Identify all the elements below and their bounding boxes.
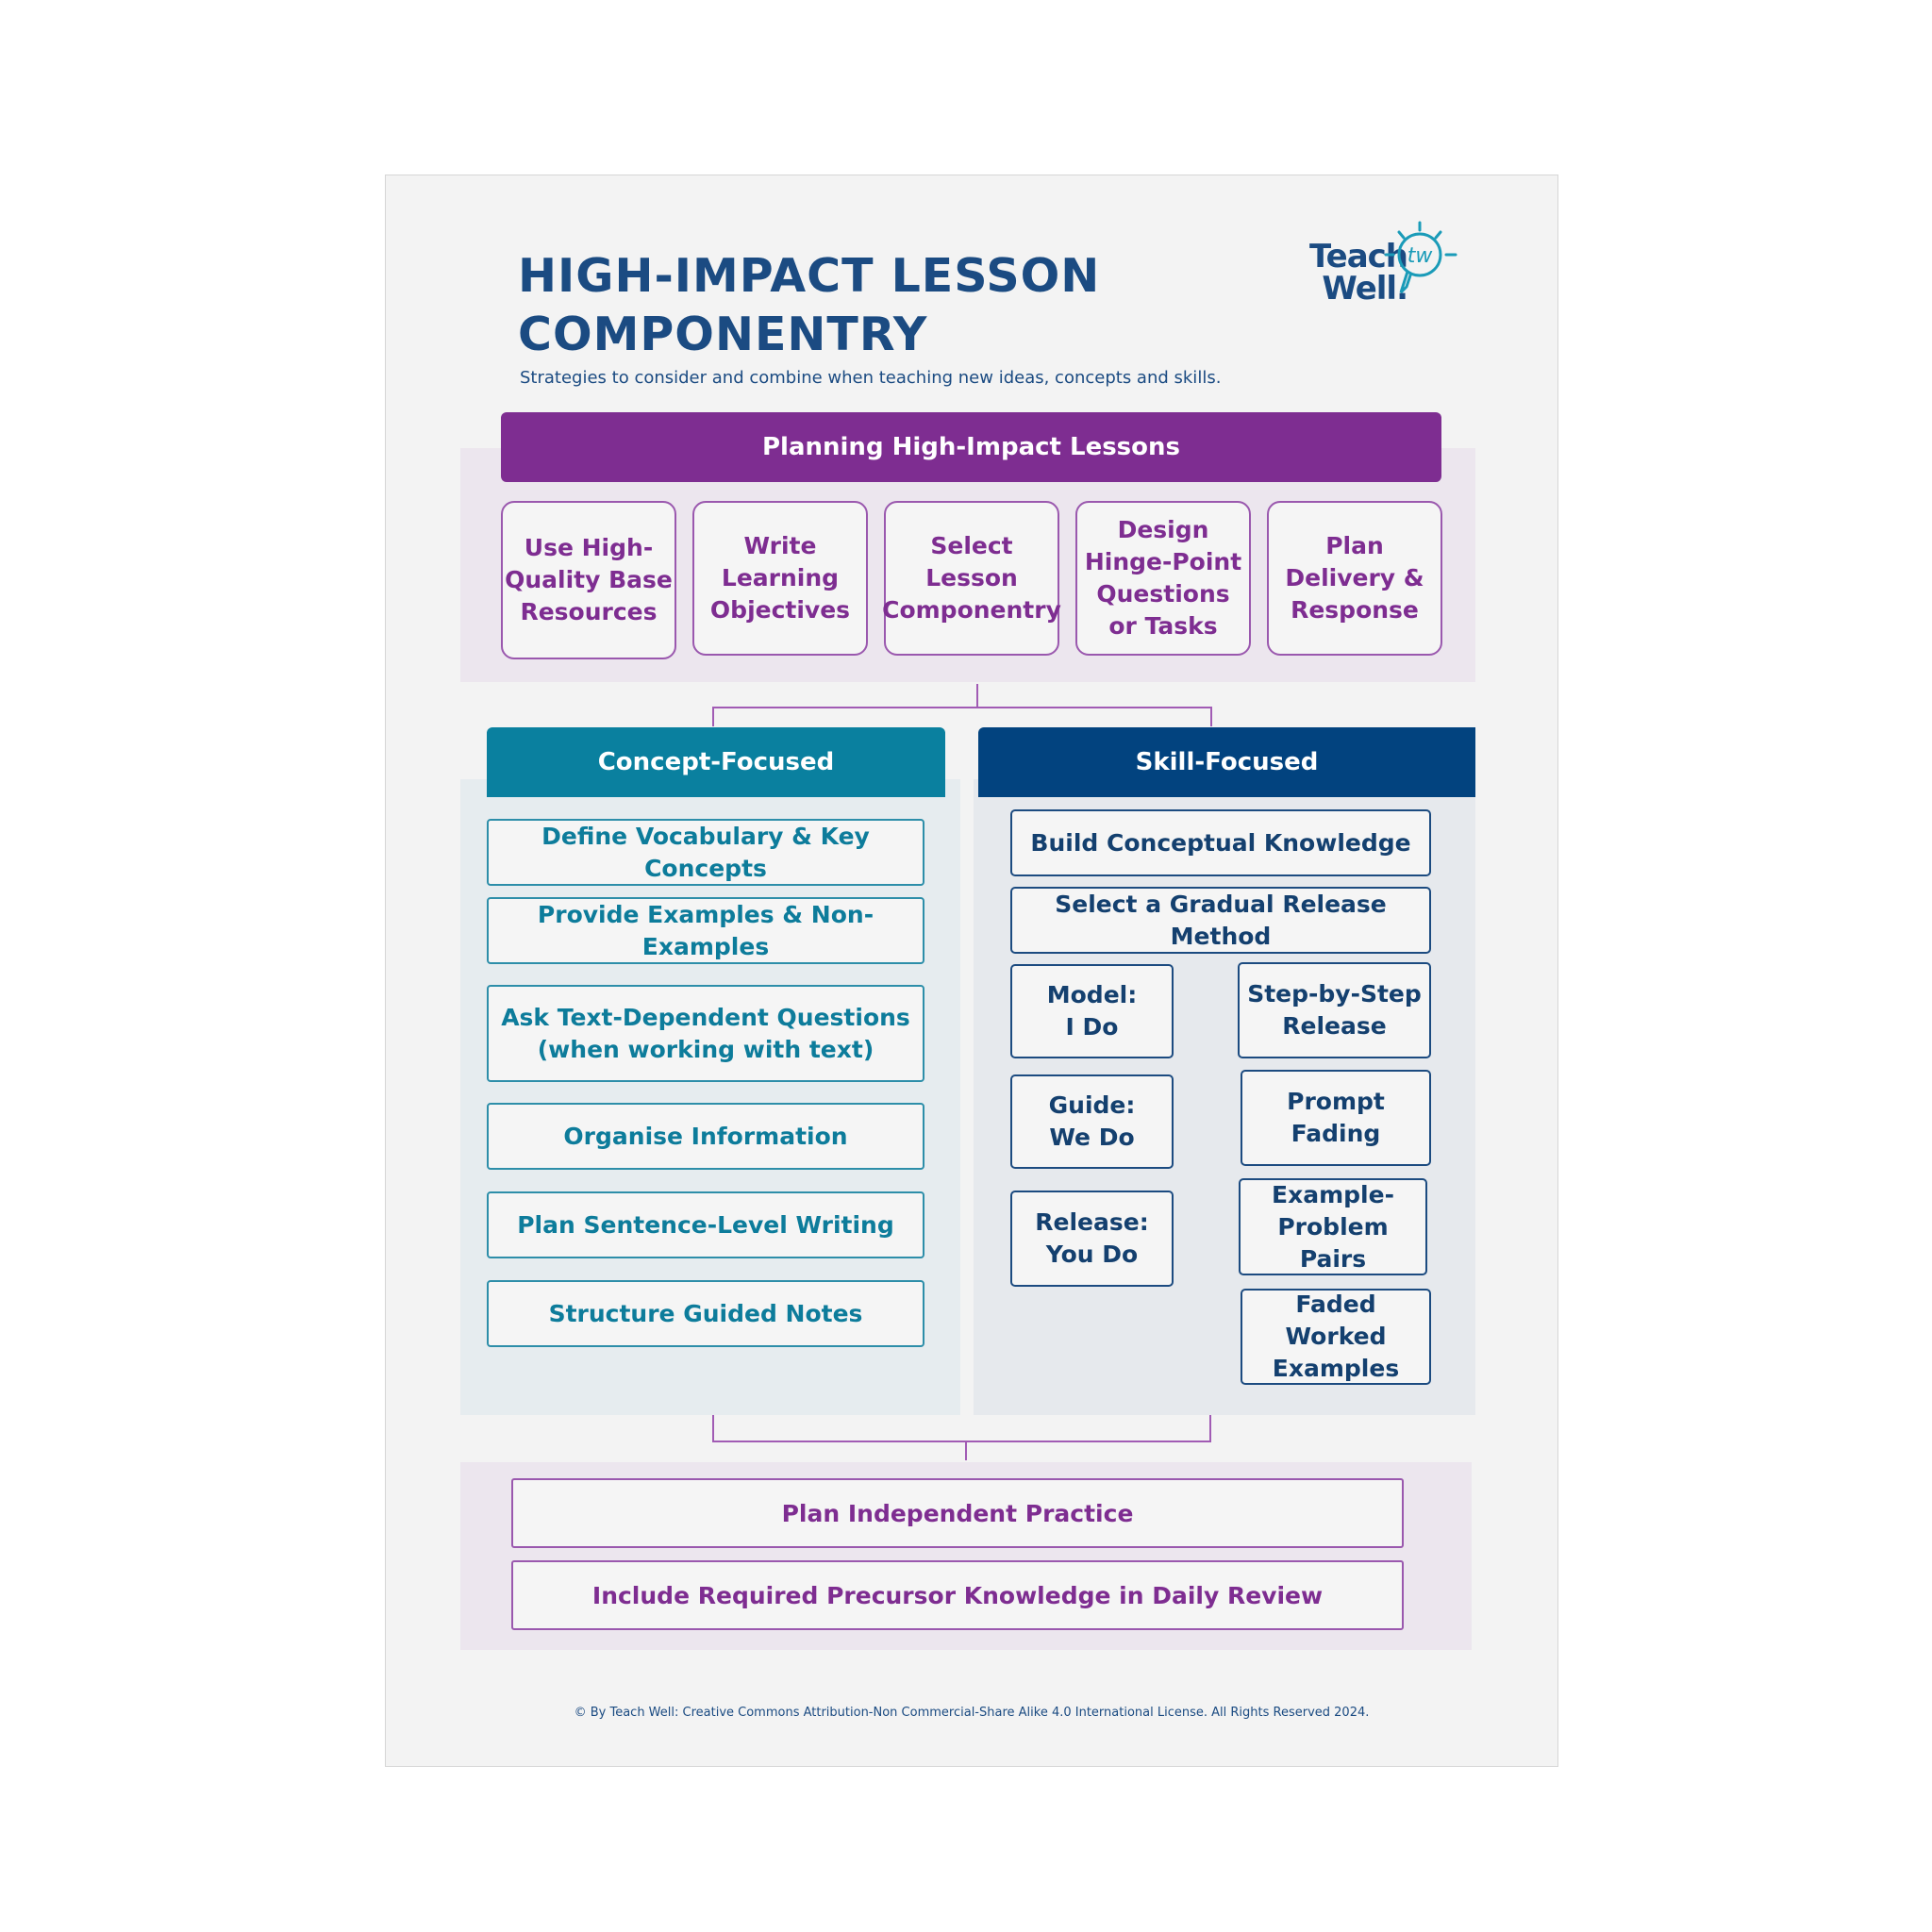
logo-line-1: Teach (1308, 238, 1407, 275)
planning-item: Write Learning Objectives (692, 501, 868, 656)
planning-heading: Planning High-Impact Lessons (501, 412, 1441, 482)
planning-item: Select Lesson Componentry (884, 501, 1059, 656)
release-stage: Release: You Do (1010, 1191, 1174, 1287)
title-line-2: COMPONENTRY (518, 308, 928, 361)
concept-item: Provide Examples & Non-Examples (487, 897, 924, 964)
logo-mark: tw (1407, 244, 1433, 268)
plan-independent-practice: Plan Independent Practice (511, 1478, 1404, 1548)
release-stage: Guide: We Do (1010, 1074, 1174, 1169)
concept-item: Define Vocabulary & Key Concepts (487, 819, 924, 886)
planning-item: Plan Delivery & Response (1267, 501, 1442, 656)
skill-heading: Skill-Focused (978, 727, 1475, 797)
concept-item: Plan Sentence-Level Writing (487, 1191, 924, 1258)
select-gradual-release-method: Select a Gradual Release Method (1010, 887, 1431, 954)
build-conceptual-knowledge: Build Conceptual Knowledge (1010, 809, 1431, 876)
connector-branch-top (713, 708, 1211, 726)
concept-item: Structure Guided Notes (487, 1280, 924, 1347)
title-line-1: HIGH-IMPACT LESSON (518, 249, 1101, 303)
daily-review: Include Required Precursor Knowledge in Daily Review (511, 1560, 1404, 1630)
planning-item: Design Hinge-Point Questions or Tasks (1075, 501, 1251, 656)
release-method: Faded Worked Examples (1241, 1289, 1431, 1385)
concept-heading: Concept-Focused (487, 727, 945, 797)
logo-line-2: Well. (1322, 270, 1407, 308)
release-method: Prompt Fading (1241, 1070, 1431, 1166)
connector-merge-bottom (713, 1415, 1210, 1441)
concept-item: Ask Text-Dependent Questions (when working with text) (487, 985, 924, 1082)
release-stage: Model: I Do (1010, 964, 1174, 1058)
copyright-footer: © By Teach Well: Creative Commons Attribution-Non Commercial-Share Alike 4.0 International License. All Rights Reserved 2024. (574, 1706, 1370, 1720)
release-method: Step-by-Step Release (1238, 962, 1431, 1058)
page-subtitle: Strategies to consider and combine when teaching new ideas, concepts and skills. (520, 368, 1222, 388)
release-method: Example- Problem Pairs (1239, 1178, 1427, 1275)
planning-item: Use High- Quality Base Resources (501, 501, 676, 659)
concept-item: Organise Information (487, 1103, 924, 1170)
